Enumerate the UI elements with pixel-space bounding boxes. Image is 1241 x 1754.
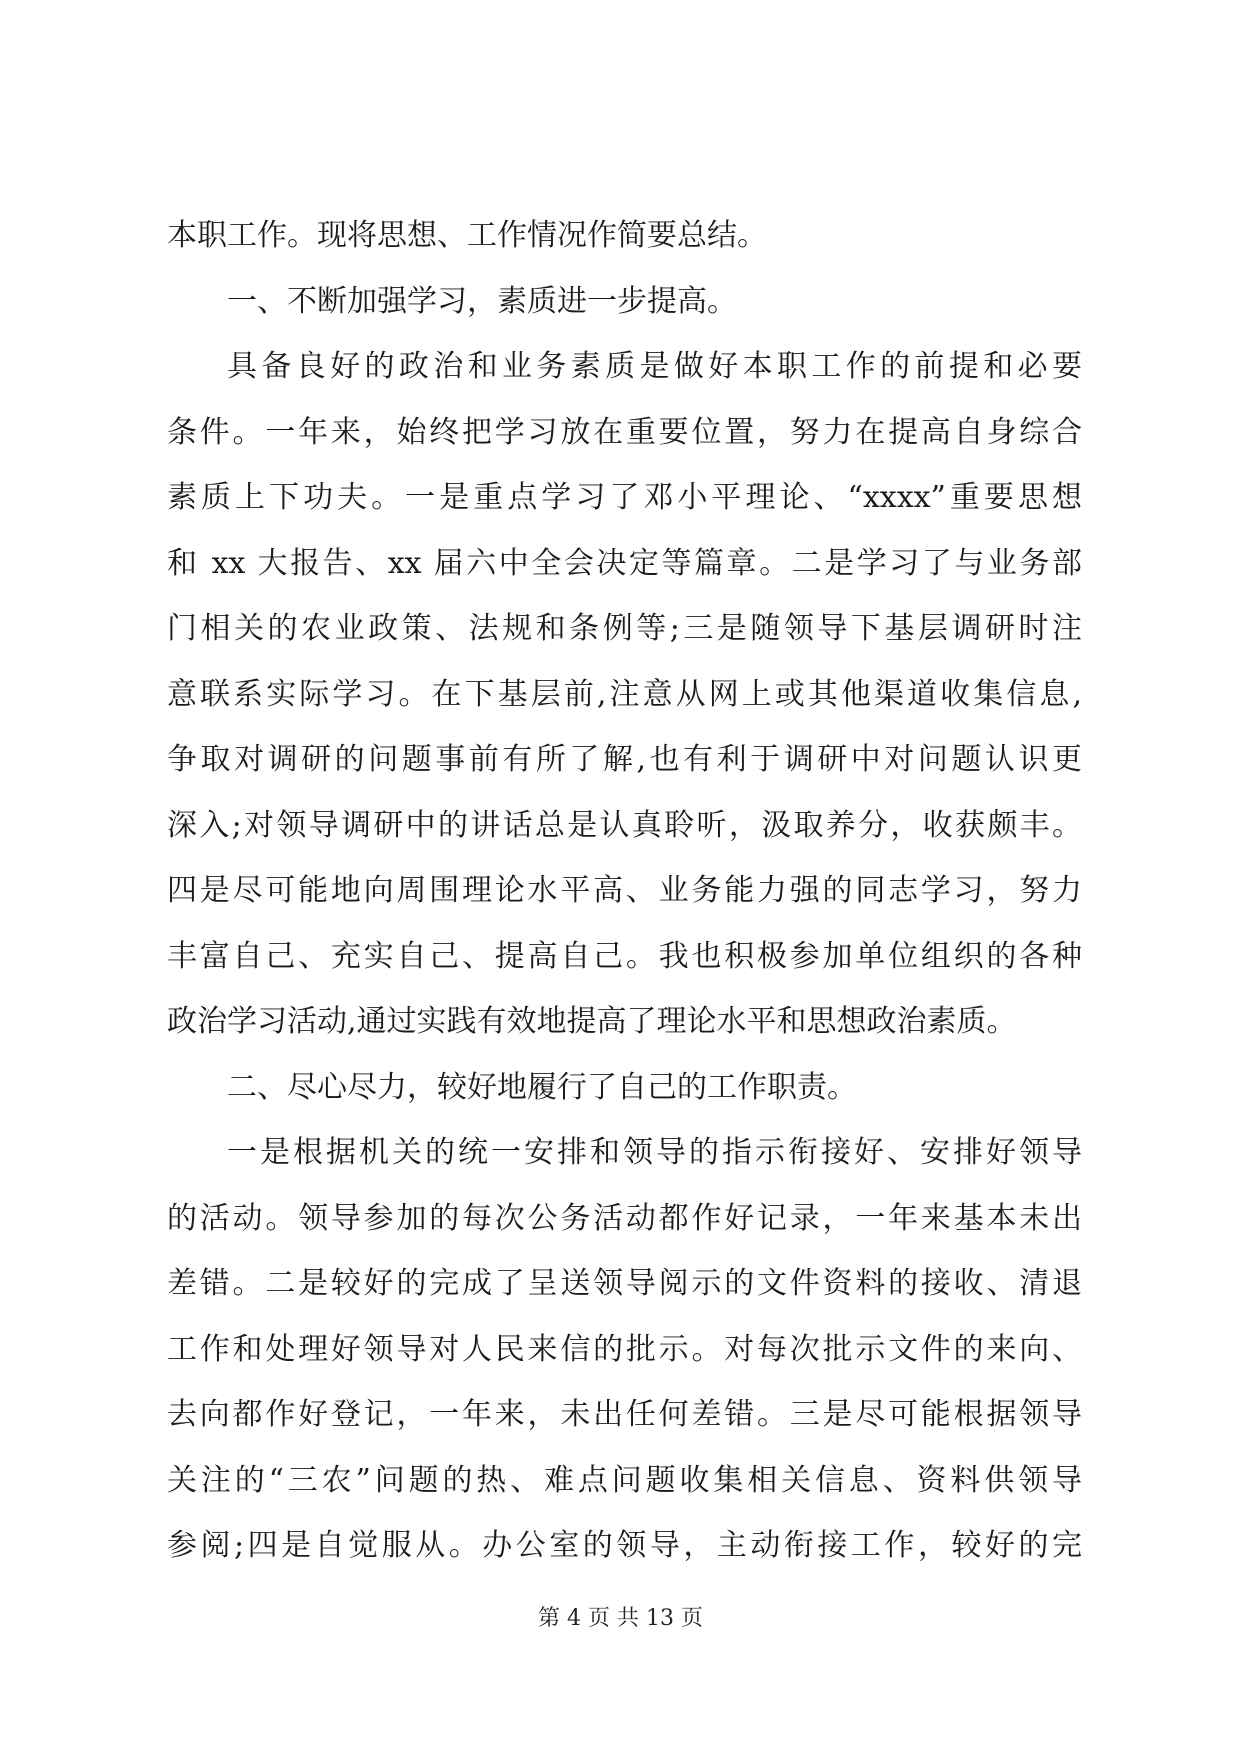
text-line: 和 xx 大报告、xx 届六中全会决定等篇章。二是学习了与业务部: [167, 545, 1082, 581]
page-number: 第 4 页 共 13 页: [538, 1606, 703, 1631]
text-line: 差错。二是较好的完成了呈送领导阅示的文件资料的接收、清退: [167, 1266, 1082, 1301]
text-line: 去向都作好登记，一年来，未出任何差错。三是尽可能根据领导: [167, 1397, 1082, 1432]
document-body: [167, 203, 1082, 1579]
text-line: 意联系实际学习。在下基层前,注意从网上或其他渠道收集信息,: [167, 676, 1082, 712]
section-heading: 一、不断加强学习，素质进一步提高。: [227, 283, 737, 319]
text-line: 具备良好的政治和业务素质是做好本职工作的前提和必要: [227, 349, 1082, 384]
text-line: 的活动。领导参加的每次公务活动都作好记录，一年来基本未出: [167, 1200, 1082, 1236]
text-line: 素质上下功夫。一是重点学习了邓小平理论、“xxxx”重要思想: [167, 480, 1082, 515]
text-line: 关注的“三农”问题的热、难点问题收集相关信息、资料供领导: [167, 1462, 1082, 1498]
text-line: 丰富自己、充实自己、提高自己。我也积极参加单位组织的各种: [167, 938, 1082, 974]
text-line: 条件。一年来，始终把学习放在重要位置，努力在提高自身综合: [167, 414, 1082, 450]
text-line: 政治学习活动,通过实践有效地提高了理论水平和思想政治素质。: [167, 1004, 1017, 1039]
text-line: 争取对调研的问题事前有所了解,也有利于调研中对问题认识更: [167, 742, 1082, 777]
text-line: 门相关的农业政策、法规和条例等;三是随领导下基层调研时注: [167, 611, 1082, 646]
text-line: 参阅;四是自觉服从。办公室的领导，主动衔接工作，较好的完: [167, 1528, 1082, 1563]
text-line: 工作和处理好领导对人民来信的批示。对每次批示文件的来向、: [167, 1331, 1082, 1367]
text-line: 深入;对领导调研中的讲话总是认真聆听，汲取养分，收获颇丰。: [167, 807, 1082, 843]
section-heading: 二、尽心尽力，较好地履行了自己的工作职责。: [227, 1069, 857, 1105]
text-line: 一是根据机关的统一安排和领导的指示衔接好、安排好领导: [227, 1135, 1082, 1170]
text-line: 四是尽可能地向周围理论水平高、业务能力强的同志学习，努力: [167, 873, 1082, 908]
text-line: 本职工作。现将思想、工作情况作简要总结。: [167, 218, 767, 253]
